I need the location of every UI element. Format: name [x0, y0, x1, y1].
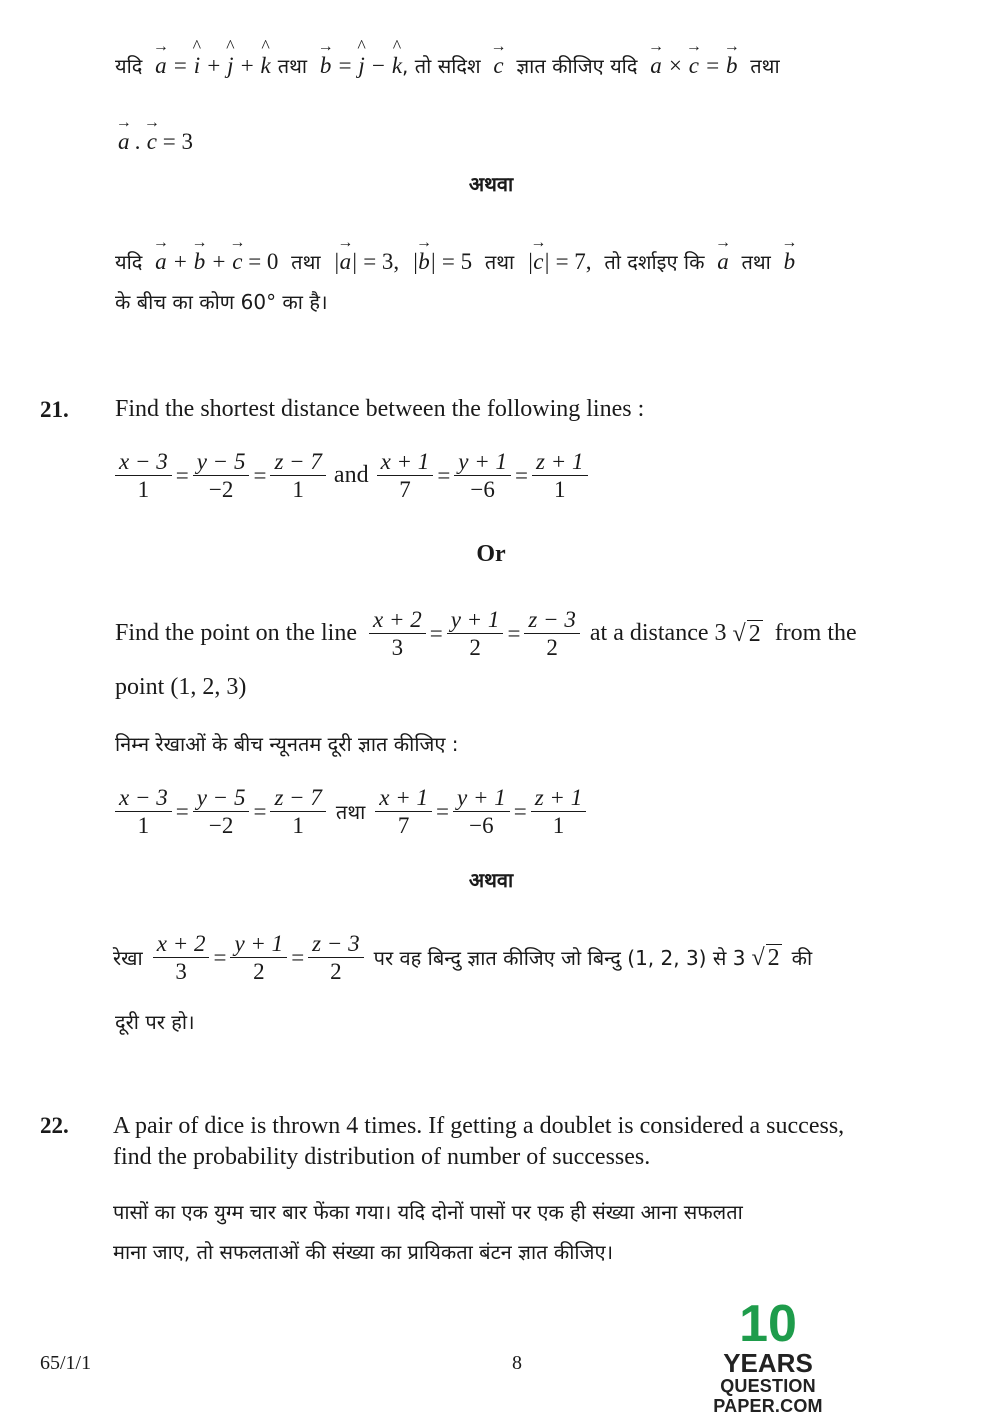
q22-line1: A pair of dice is thrown 4 times. If getting a doublet is considered a success, [113, 1113, 845, 1139]
denominator: 1 [137, 813, 150, 838]
numerator: z − 7 [270, 784, 325, 812]
math-a-def: → a = ^ i + ^ j + ^ k [149, 53, 270, 78]
fraction [270, 784, 325, 839]
q20-hindi-alt-line2 [115, 288, 328, 317]
numerator: x + 2 [369, 606, 426, 634]
hindi-word: तथा [750, 54, 780, 78]
denominator: 3 [391, 635, 404, 660]
denominator: 1 [292, 813, 304, 838]
sqrt-value: 2 [767, 944, 780, 971]
denominator: 2 [253, 959, 265, 984]
and-word: and [333, 462, 369, 488]
denominator: −6 [470, 477, 495, 502]
question-number: 22. [40, 1113, 69, 1138]
math-mag-b: |→ b| = 5 [412, 249, 478, 274]
numerator: z − 3 [524, 606, 579, 634]
q20-hindi-alt-line1 [115, 248, 795, 277]
q22-hindi-line1: पासों का एक युग्म चार बार फेंका गया। यदि दोनों पासों पर एक ही संख्या आना सफलता [113, 1200, 743, 1224]
logo-years: YEARS [723, 1348, 813, 1378]
hindi-text: के बीच का कोण 60° का है। [115, 290, 328, 314]
hindi-word: रेखा [113, 946, 143, 970]
numerator: z − 7 [270, 448, 325, 476]
q21-alt-line: Find the point on the line $\frac{x + 2}{3}$ = $\frac{y + 1}{2}$ = $\frac{z - 3}{2}$ at a distance 3 √ 2 from the [115, 607, 857, 660]
math-b: → b [778, 249, 795, 274]
denominator: −2 [208, 813, 234, 838]
denominator: 2 [469, 635, 481, 660]
numerator: x + 2 [153, 930, 210, 958]
math-dot: → a . → c = 3 [118, 129, 193, 154]
fraction [153, 930, 210, 985]
q22-hindi-line2: माना जाए, तो सफलताओं की संख्या का प्रायिकता बंटन ज्ञात कीजिए। [113, 1240, 614, 1264]
hindi-word: तथा [335, 800, 366, 824]
fraction [377, 448, 434, 503]
alt-text: at a distance 3 [589, 620, 727, 646]
paper-code: 65/1/1 [40, 1352, 92, 1374]
q21-alt-point: point (1, 2, 3) [115, 674, 247, 700]
q21-hindi-alt-line: रेखा $\frac{x + 2}{3}$ = $\frac{y + 1}{2}$ = $\frac{z - 3}{2}$ पर वह बिन्दु ज्ञात कीजिए जो बिन्दु (1, 2, 3) से 3 √ 2 की [113, 931, 813, 984]
or-label: अथवा [468, 172, 514, 196]
q21-lines-equation: $\frac{x - 3}{1}$ = $\frac{y - 5}{-2}$ = $\frac{z - 7}{1}$ and $\frac{x + 1}{7}$ = $\frac{y + 1}{-6}$ = $\frac{z + 1}{1}$ [113, 448, 590, 503]
numerator: y + 1 [453, 784, 510, 812]
q21-hindi-alt-end: दूरी पर हो। [115, 1010, 195, 1034]
fraction [115, 784, 172, 839]
math-mag-a: |→ a| = 3, [328, 249, 405, 274]
sqrt-value: 2 [748, 620, 761, 647]
fraction [447, 606, 504, 661]
numerator: x − 3 [115, 784, 172, 812]
q20-hindi-or [0, 170, 982, 199]
denominator: 3 [175, 959, 187, 984]
fraction [230, 930, 287, 985]
math-mag-c: |→ c| = 7, [521, 249, 597, 274]
page-number: 8 [512, 1352, 522, 1374]
hindi-word: तथा [291, 250, 321, 274]
fraction [524, 606, 579, 661]
denominator: −6 [469, 813, 494, 838]
math-a: → a [711, 249, 734, 274]
fraction [369, 606, 426, 661]
numerator: z − 3 [308, 930, 363, 958]
hindi-text: पर वह बिन्दु ज्ञात कीजिए जो बिन्दु (1, 2, 3) से 3 [373, 946, 746, 970]
numerator: y − 5 [193, 448, 250, 476]
denominator: 2 [546, 635, 558, 660]
numerator: y + 1 [454, 448, 511, 476]
denominator: 7 [397, 813, 410, 838]
hindi-word: यदि [115, 250, 143, 274]
denominator: 1 [137, 477, 150, 502]
numerator: z + 1 [531, 784, 586, 812]
numerator: z + 1 [532, 448, 587, 476]
fraction [115, 448, 172, 503]
numerator: y + 1 [230, 930, 287, 958]
hindi-word: तथा [741, 250, 771, 274]
denominator: 7 [399, 477, 411, 502]
fraction [531, 784, 586, 839]
logo-number: 10 [739, 1295, 797, 1353]
or-label: Or [476, 541, 506, 567]
math-cross: → a × → c = → b [644, 53, 743, 78]
fraction [193, 448, 250, 503]
q20-hindi-line2 [118, 128, 193, 157]
fraction [454, 448, 511, 503]
q20-hindi-line1 [115, 52, 780, 81]
site-logo [668, 1295, 868, 1416]
denominator: 1 [554, 477, 566, 502]
numerator: x + 1 [377, 448, 434, 476]
q21-or [0, 540, 982, 569]
or-label: अथवा [468, 868, 514, 892]
q21-hindi-or [0, 866, 982, 895]
fraction [270, 448, 325, 503]
question-number: 21. [40, 397, 69, 422]
hindi-text: , तो सदिश [402, 54, 481, 78]
q22-line2: find the probability distribution of number of successes. [113, 1144, 651, 1170]
hindi-word: तथा [277, 54, 308, 78]
fraction [375, 784, 432, 839]
hindi-word: यदि [115, 54, 143, 78]
denominator: −2 [208, 477, 234, 502]
hindi-word: तथा [484, 250, 515, 274]
numerator: x − 3 [115, 448, 172, 476]
numerator: x + 1 [375, 784, 432, 812]
alt-text: Find the point on the line [115, 620, 357, 646]
fraction [308, 930, 363, 985]
denominator: 1 [552, 813, 565, 838]
q21-question: Find the shortest distance between the following lines : [115, 396, 645, 422]
fraction [453, 784, 510, 839]
hindi-text: तो दर्शाइए कि [604, 250, 705, 274]
numerator: y − 5 [193, 784, 250, 812]
q21-hindi-lines-equation: $\frac{x - 3}{1}$ = $\frac{y - 5}{-2}$ = $\frac{z - 7}{1}$ तथा $\frac{x + 1}{7}$ = $\frac{y + 1}{-6}$ = $\frac{z + 1}{1}$ [113, 784, 588, 839]
math-sum: → a + → b + → c = 0 [149, 249, 284, 274]
hindi-text: ज्ञात कीजिए यदि [516, 54, 638, 78]
numerator: y + 1 [447, 606, 504, 634]
q21-hindi-question: निम्न रेखाओं के बीच न्यूनतम दूरी ज्ञात कीजिए : [115, 732, 459, 756]
fraction [532, 448, 587, 503]
math-b-def: → b = ^ j − ^ k [314, 53, 402, 78]
alt-text: from the [774, 620, 857, 646]
denominator: 2 [330, 959, 342, 984]
fraction [193, 784, 250, 839]
math-c: → c [488, 53, 510, 78]
logo-site: QUESTION PAPER.COM [713, 1376, 823, 1416]
hindi-word: की [791, 946, 813, 970]
denominator: 1 [292, 477, 304, 502]
